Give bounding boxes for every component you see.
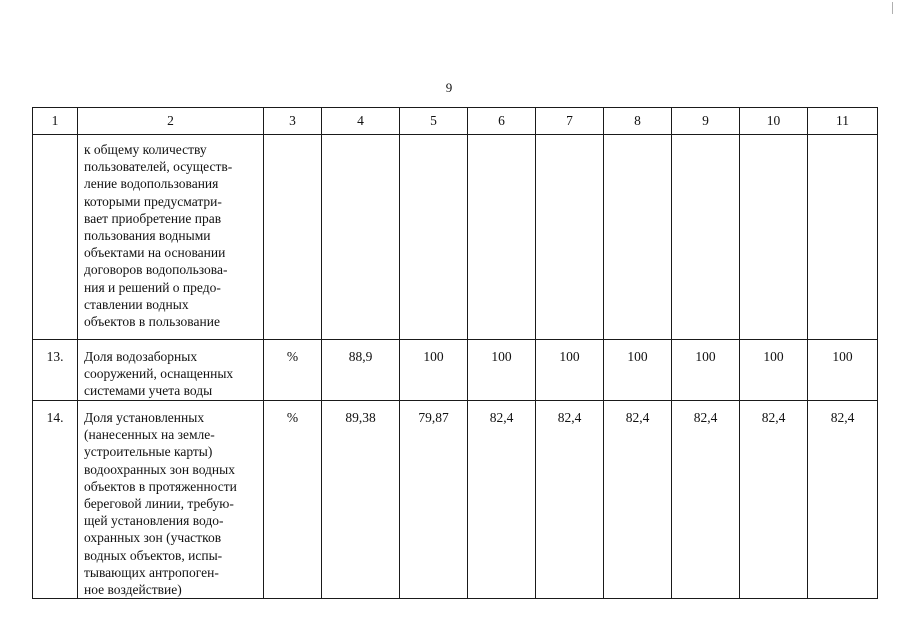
value-cell bbox=[672, 135, 740, 340]
description-line: которыми предусматри- bbox=[84, 193, 222, 209]
page-number: 9 bbox=[445, 80, 453, 95]
value-cell bbox=[536, 135, 604, 340]
description-line: устроительные карты) bbox=[84, 444, 213, 460]
description-line: ное воздействие) bbox=[84, 582, 182, 598]
value-cell: 100 bbox=[604, 340, 672, 401]
scan-edge-mark bbox=[892, 2, 893, 14]
value-cell: 82,4 bbox=[740, 401, 808, 599]
description-line: договоров водопользова- bbox=[84, 262, 228, 278]
description-line: береговой линии, требую- bbox=[84, 496, 234, 512]
description-line: Доля водозаборных bbox=[84, 349, 198, 364]
value-cell: 100 bbox=[672, 340, 740, 401]
description-line: Доля установленных bbox=[84, 410, 205, 425]
column-header: 1 bbox=[33, 108, 78, 135]
value-cell: 82,4 bbox=[604, 401, 672, 599]
value-cell: 89,38 bbox=[322, 401, 400, 599]
column-header: 11 bbox=[808, 108, 878, 135]
row-number: 13. bbox=[33, 340, 78, 401]
table-row bbox=[33, 401, 878, 599]
indicator-description bbox=[78, 340, 264, 401]
value-cell: 82,4 bbox=[808, 401, 878, 599]
value-cell bbox=[604, 135, 672, 340]
description-line: сооружений, оснащенных bbox=[84, 366, 234, 382]
column-header: 10 bbox=[740, 108, 808, 135]
value-cell bbox=[468, 135, 536, 340]
description-line: объектами на основании bbox=[84, 245, 226, 261]
column-header: 2 bbox=[78, 108, 264, 135]
indicator-table bbox=[32, 107, 878, 599]
description-line: пользователей, осуществ- bbox=[84, 159, 233, 175]
value-cell: 82,4 bbox=[468, 401, 536, 599]
description-line: системами учета воды bbox=[84, 383, 213, 399]
row-number bbox=[33, 135, 78, 340]
value-cell: 82,4 bbox=[536, 401, 604, 599]
description-line: водоохранных зон водных bbox=[84, 461, 235, 477]
column-header: 7 bbox=[536, 108, 604, 135]
description-line: щей установления водо- bbox=[84, 513, 224, 529]
description-line: тывающих антропоген- bbox=[84, 564, 219, 580]
value-cell: 100 bbox=[536, 340, 604, 401]
unit-cell: % bbox=[264, 401, 322, 599]
header-row bbox=[33, 108, 878, 135]
description-line: пользования водными bbox=[84, 228, 211, 244]
value-cell: 100 bbox=[808, 340, 878, 401]
value-cell: 82,4 bbox=[672, 401, 740, 599]
value-cell: 88,9 bbox=[322, 340, 400, 401]
description-line: ния и решений о предо- bbox=[84, 279, 221, 295]
value-cell bbox=[322, 135, 400, 340]
value-cell bbox=[740, 135, 808, 340]
value-cell: 100 bbox=[740, 340, 808, 401]
value-cell: 100 bbox=[400, 340, 468, 401]
description-line: охранных зон (участков bbox=[84, 530, 222, 546]
description-line: ставлении водных bbox=[84, 296, 189, 312]
indicator-description bbox=[78, 135, 264, 340]
row-number: 14. bbox=[33, 401, 78, 599]
column-header: 4 bbox=[322, 108, 400, 135]
value-cell bbox=[808, 135, 878, 340]
indicator-description bbox=[78, 401, 264, 599]
value-cell: 100 bbox=[468, 340, 536, 401]
description-line: водных объектов, испы- bbox=[84, 547, 223, 563]
description-line: вает приобретение прав bbox=[84, 210, 222, 226]
table-row bbox=[33, 340, 878, 401]
description-line: (нанесенных на земле- bbox=[84, 427, 215, 443]
description-line: объектов в протяженности bbox=[84, 478, 237, 494]
description-line: к общему количеству bbox=[84, 142, 207, 157]
value-cell: 79,87 bbox=[400, 401, 468, 599]
column-header: 3 bbox=[264, 108, 322, 135]
table-row bbox=[33, 135, 878, 340]
column-header: 6 bbox=[468, 108, 536, 135]
description-line: объектов в пользование bbox=[84, 314, 220, 330]
column-header: 5 bbox=[400, 108, 468, 135]
column-header: 9 bbox=[672, 108, 740, 135]
description-line: ление водопользования bbox=[84, 176, 219, 192]
column-header: 8 bbox=[604, 108, 672, 135]
unit-cell bbox=[264, 135, 322, 340]
value-cell bbox=[400, 135, 468, 340]
unit-cell: % bbox=[264, 340, 322, 401]
